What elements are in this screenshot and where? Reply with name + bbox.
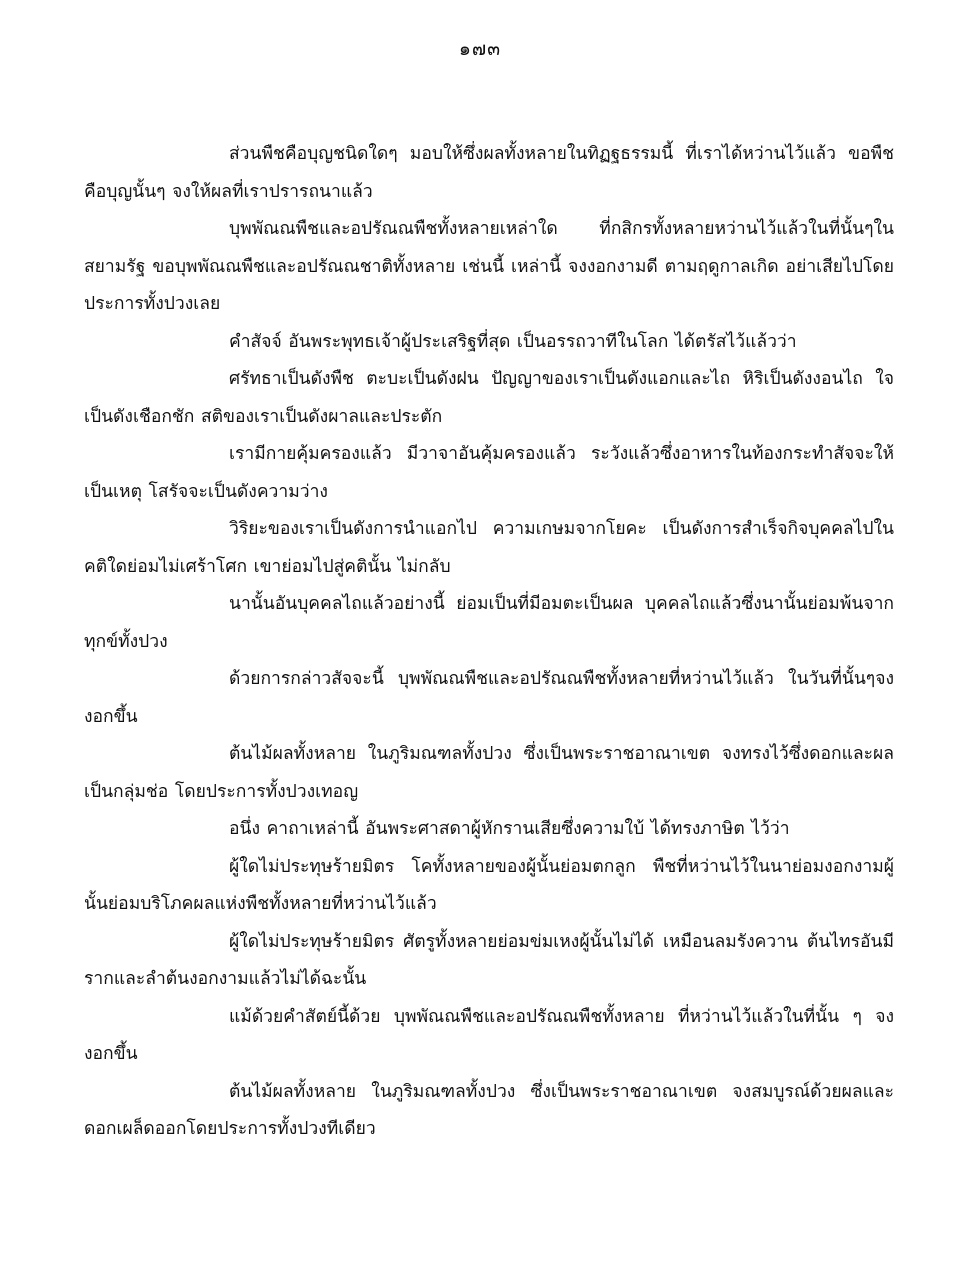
page-number: ๑๗๓ — [458, 38, 502, 60]
paragraph: เรามีกายคุ้มครองแล้ว มีวาจาอันคุ้มครองแล้ว ระวังแล้วซึ่งอาหารในท้องกระทำสัจจะให้เป็นเหตุ โสรัจจะเป็นดังความว่าง — [84, 444, 894, 502]
body-text — [84, 136, 894, 1149]
paragraph: อนึ่ง คาถาเหล่านี้ อันพระศาสดาผู้หักรานเสียซึ่งความใบ้ ได้ทรงภาษิต ไว้ว่า — [229, 819, 790, 839]
paragraph: ด้วยการกล่าวสัจจะนี้ บุพพัณณพืชและอปรัณณพืชทั้งหลายที่หว่านไว้แล้ว ในวันที่นั้นๆจงงอกขึ้น — [84, 669, 894, 727]
paragraph: ผู้ใดไม่ประทุษร้ายมิตร โคทั้งหลายของผู้นั้นย่อมตกลูก พืชที่หว่านไว้ในนาย่อมงอกงามผู้นั้นย่อมบริโภคผลแห่งพืชทั้งหลายที่หว่านไว้แล้ว — [84, 856, 894, 914]
paragraph: บุพพัณณพืชและอปรัณณพืชทั้งหลายเหล่าใด ที่กสิกรทั้งหลายหว่านไว้แล้วในที่นั้นๆในสยามรัฐ ขอบุพพัณณพืชและอปรัณณชาติทั้งหลาย เช่นนี้ เหล่านี้ จงงอกงามดี ตามฤดูกาลเกิด อย่าเสียไปโดยประการทั้งปวงเลย — [84, 219, 894, 314]
paragraph: ผู้ใดไม่ประทุษร้ายมิตร ศัตรูทั้งหลายย่อมข่มเหงผู้นั้นไม่ได้ เหมือนลมรังควาน ต้นไทรอันมีรากและลำต้นงอกงามแล้วไม่ได้ฉะนั้น — [84, 931, 894, 989]
paragraph: นานั้นอันบุคคลไถแล้วอย่างนี้ ย่อมเป็นที่มีอมตะเป็นผล บุคคลไถแล้วซึ่งนานั้นย่อมพ้นจากทุกข์ทั้งปวง — [84, 594, 894, 652]
paragraph: ส่วนพืชคือบุญชนิดใดๆ มอบให้ซึ่งผลทั้งหลายในทิฏฐธรรมนี้ ที่เราได้หว่านไว้แล้ว ขอพืชคือบุญนั้นๆ จงให้ผลที่เราปรารถนาแล้ว — [84, 144, 894, 202]
paragraph: ต้นไม้ผลทั้งหลาย ในภูริมณฑลทั้งปวง ซึ่งเป็นพระราชอาณาเขต จงสมบูรณ์ด้วยผลและดอกเผล็ดออกโดยประการทั้งปวงทีเดียว — [84, 1081, 894, 1139]
paragraph: วิริยะของเราเป็นดังการนำแอกไป ความเกษมจากโยคะ เป็นดังการสำเร็จกิจบุคคลไปในคติใดย่อมไม่เศร้าโศก เขาย่อมไปสู่คตินั้น ไม่กลับ — [84, 519, 894, 577]
paragraph: ต้นไม้ผลทั้งหลาย ในภูริมณฑลทั้งปวง ซึ่งเป็นพระราชอาณาเขต จงทรงไว้ซึ่งดอกและผลเป็นกลุ่มช่อ โดยประการทั้งปวงเทอญ — [84, 744, 894, 802]
paragraph: ศรัทธาเป็นดังพืช ตะบะเป็นดังฝน ปัญญาของเราเป็นดังแอกและไถ หิริเป็นดังงอนไถ ใจเป็นดังเชือกชัก สติของเราเป็นดังผาลและประตัก — [84, 369, 894, 427]
paragraph: คำสัจจ์ อันพระพุทธเจ้าผู้ประเสริฐที่สุด เป็นอรรถวาทีในโลก ได้ตรัสไว้แล้วว่า — [229, 331, 797, 352]
paragraph: แม้ด้วยคำสัตย์นี้ด้วย บุพพัณณพืชและอปรัณณพืชทั้งหลาย ที่หว่านไว้แล้วในที่นั้น ๆ จงงอกขึ้น — [84, 1006, 894, 1064]
